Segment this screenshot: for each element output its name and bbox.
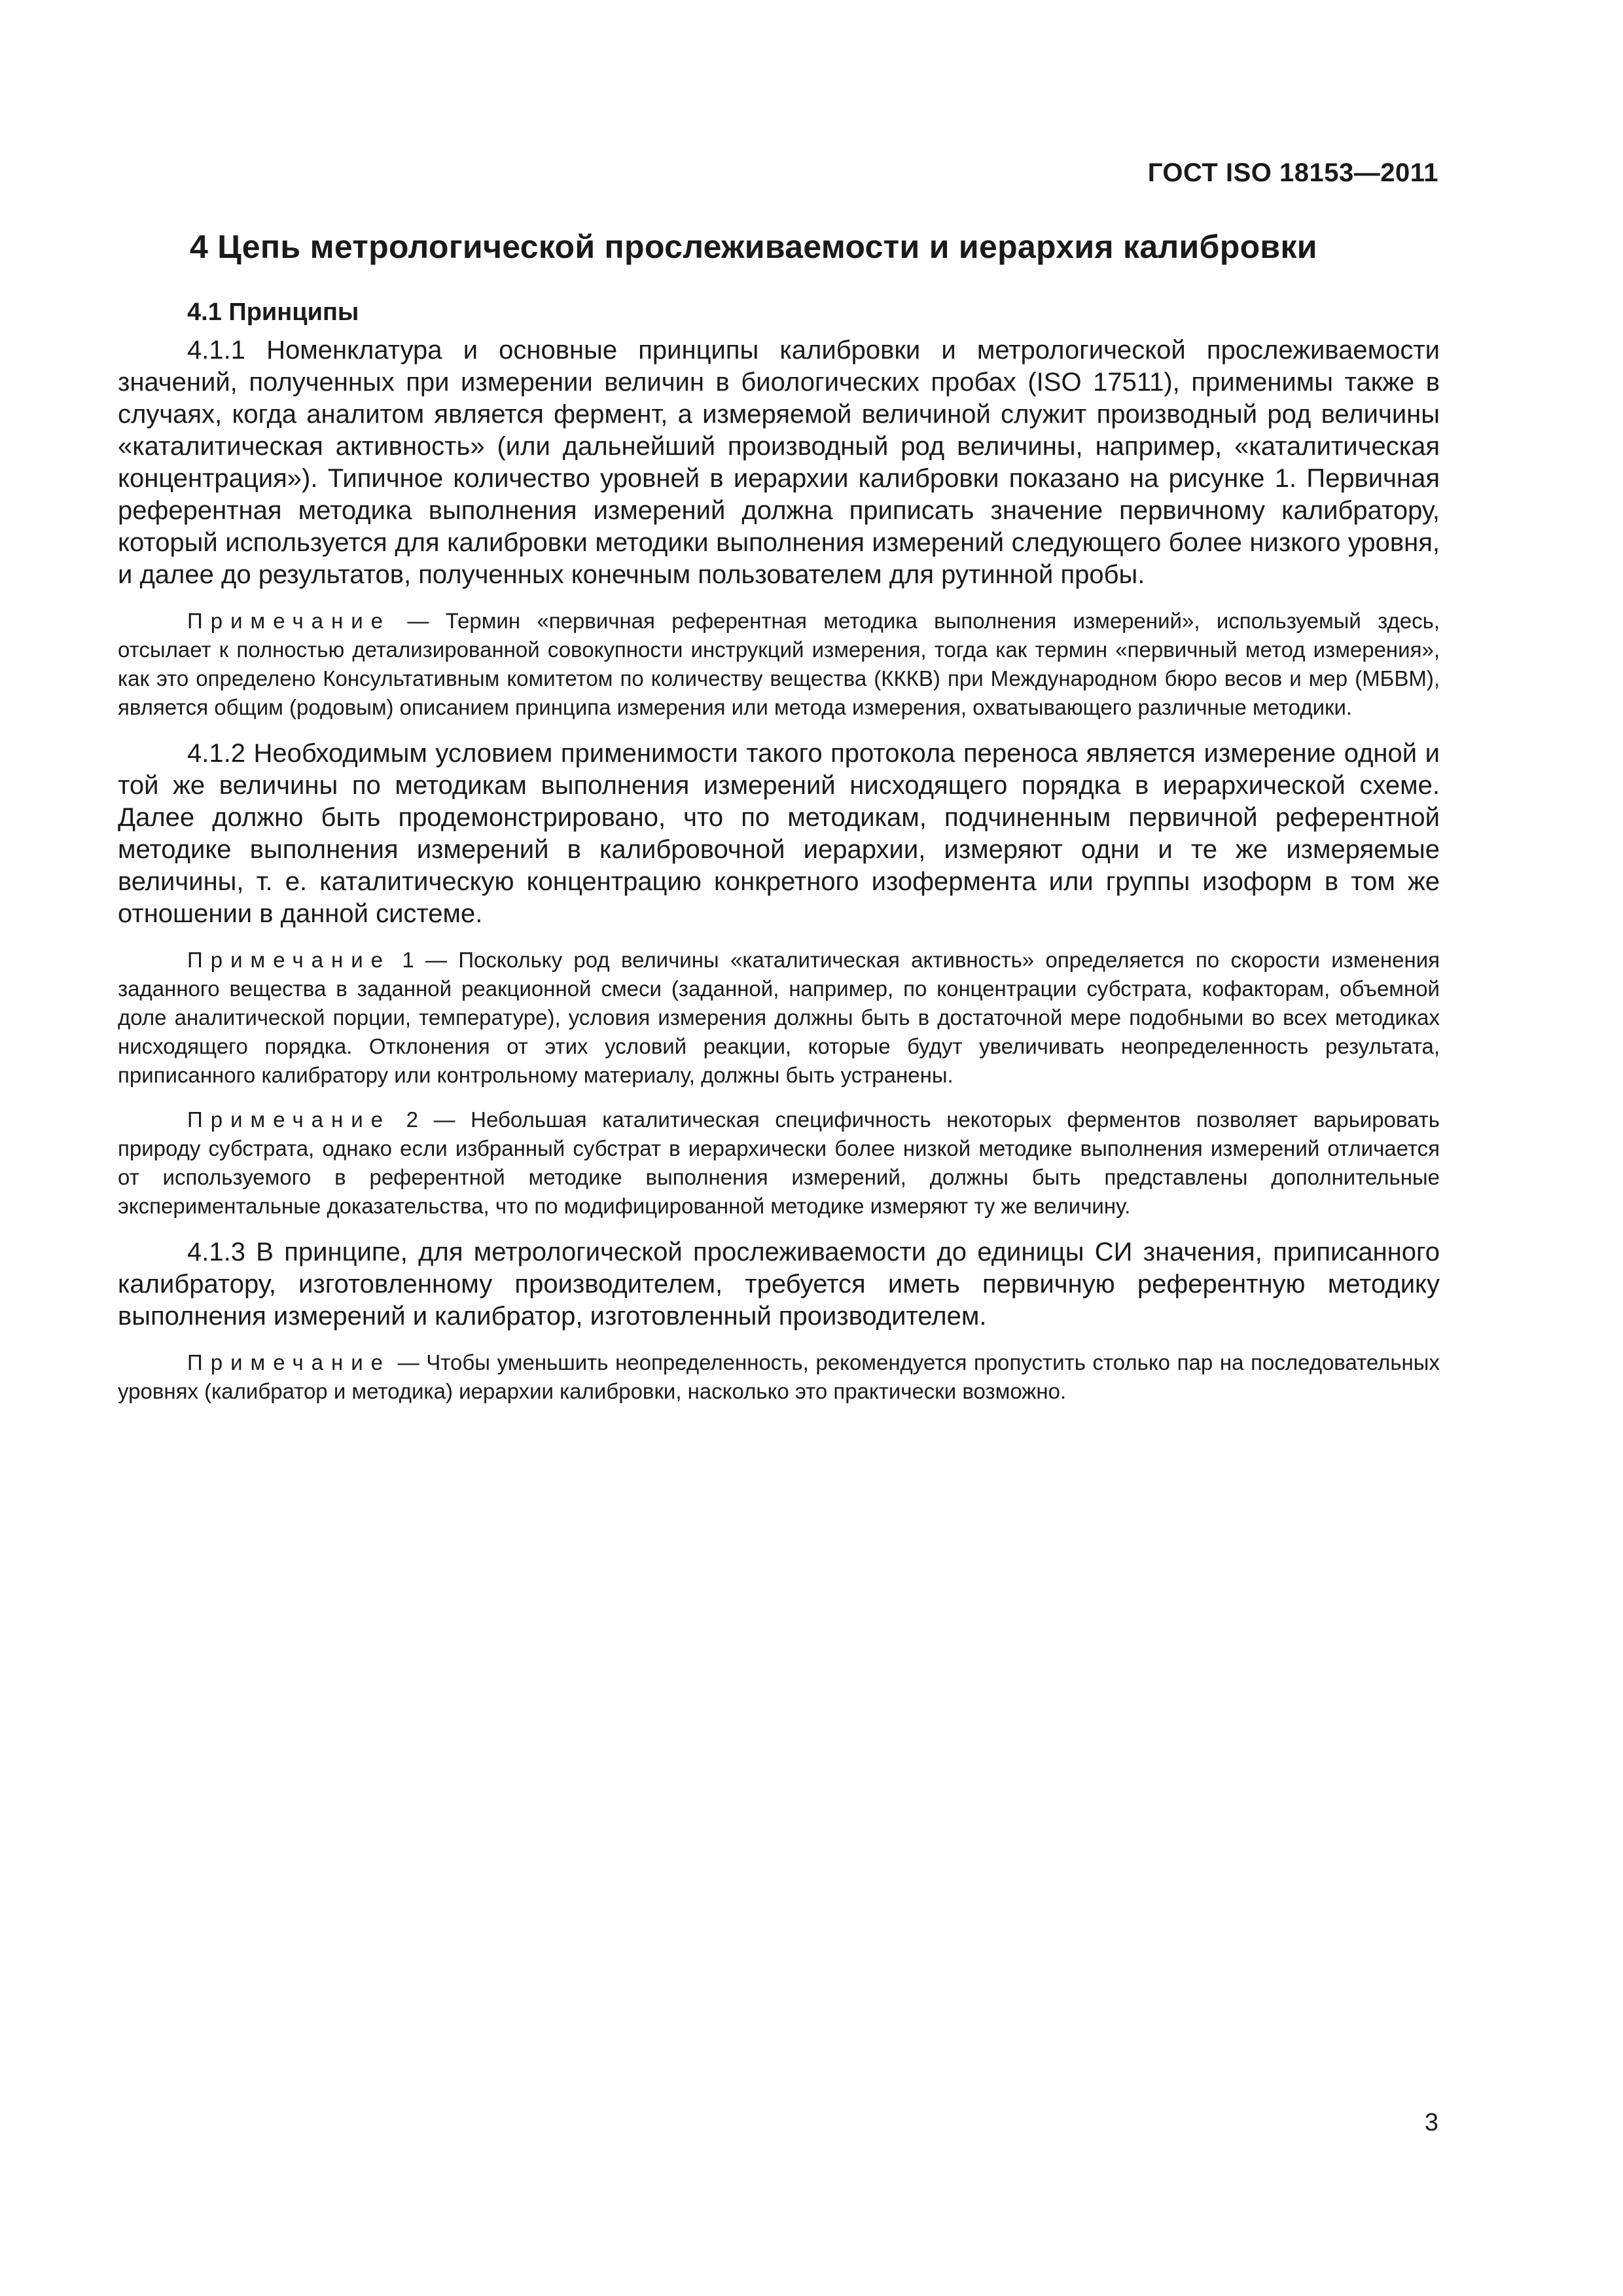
note-4-1-2-first: [118, 946, 1440, 1090]
note-label: Примечание: [187, 1350, 391, 1374]
note-text: 2 — Небольшая каталитическая специфичность некоторых ферментов позволяет варьировать природу субстрата, однако если избранный субстрат в иерархически более низкой методике выполнения измерений отличается от используемого в референтной методике выполнения измерений, должны быть представлены дополнительные экспериментальные доказательства, что по модифицированной методике измеряют ту же величину.: [118, 1107, 1440, 1218]
note-text: — Чтобы уменьшить неопределенность, рекомендуется пропустить столько пар на последовательных уровнях (калибратор и методика) иерархии калибровки, насколько это практически возможно.: [118, 1350, 1440, 1403]
page-number: 3: [1424, 2109, 1438, 2136]
document-id-header: ГОСТ ISO 18153—2011: [1147, 158, 1438, 187]
paragraph-4-1-1: 4.1.1 Номенклатура и основные принципы калибровки и метрологической прослеживаемости значений, полученных при измерении величин в биологических пробах (ISO 17511), применимы также в случаях, когда аналитом является фермент, а измеряемой величиной служит производный род величины «каталитическая активность» (или дальнейший производный род величины, например, «каталитическая концентрация»). Типичное количество уровней в иерархии калибровки показано на рисунке 1. Первичная референтная методика выполнения измерений должна приписать значение первичному калибратору, который используется для калибровки методики выполнения измерений следующего более низкого уровня, и далее до результатов, полученных конечным пользователем для рутинной пробы.: [118, 336, 1440, 589]
note-4-1-1: [118, 607, 1440, 722]
note-label: Примечание: [187, 609, 391, 633]
subsection-title: 4.1 Принципы: [187, 298, 359, 326]
section-title: 4 Цепь метрологической прослеживаемости и иерархия калибровки: [190, 228, 1317, 265]
note-text: — Термин «первичная референтная методика выполнения измерений», используемый здесь, отсылает к полностью детализированной совокупности инструкций измерения, тогда как термин «первичный метод измерения», как это определено Консультативным комитетом по количеству вещества (КККВ) при Международном бюро весов и мер (МБВМ), является общим (родовым) описанием принципа измерения или метода измерения, охватывающего различные методики.: [118, 609, 1440, 719]
note-4-1-2-second: [118, 1105, 1440, 1221]
paragraph-4-1-3: 4.1.3 В принципе, для метрологической прослеживаемости до единицы СИ значения, приписанного калибратору, изготовленному производителем, требуется иметь первичную референтную методику выполнения измерений и калибратор, изготовленный производителем.: [118, 1238, 1440, 1331]
page-content: [118, 228, 1440, 1422]
note-label: Примечание: [187, 1107, 391, 1132]
note-text: 1 — Поскольку род величины «каталитическая активность» определяется по скорости изменения заданного вещества в заданной реакционной смеси (заданной, например, по концентрации субстрата, кофакторам, объемной доле аналитической порции, температуре), условия измерения должны быть в достаточной мере подобными во всех методиках нисходящего порядка. Отклонения от этих условий реакции, которые будут увеличивать неопределенность результата, приписанного калибратору или контрольному материалу, должны быть устранены.: [118, 948, 1440, 1087]
note-label: Примечание: [187, 948, 391, 972]
paragraph-4-1-2: 4.1.2 Необходимым условием применимости такого протокола переноса является измерение одной и той же величины по методикам выполнения измерений нисходящего порядка в иерархической схеме. Далее должно быть продемонстрировано, что по методикам, подчиненным первичной референтной методике выполнения измерений в калибровочной иерархии, измеряют одни и те же измеряемые величины, т. е. каталитическую концентрацию конкретного изофермента или группы изоформ в том же отношении в данной системе.: [118, 739, 1440, 928]
note-4-1-3: [118, 1348, 1440, 1406]
